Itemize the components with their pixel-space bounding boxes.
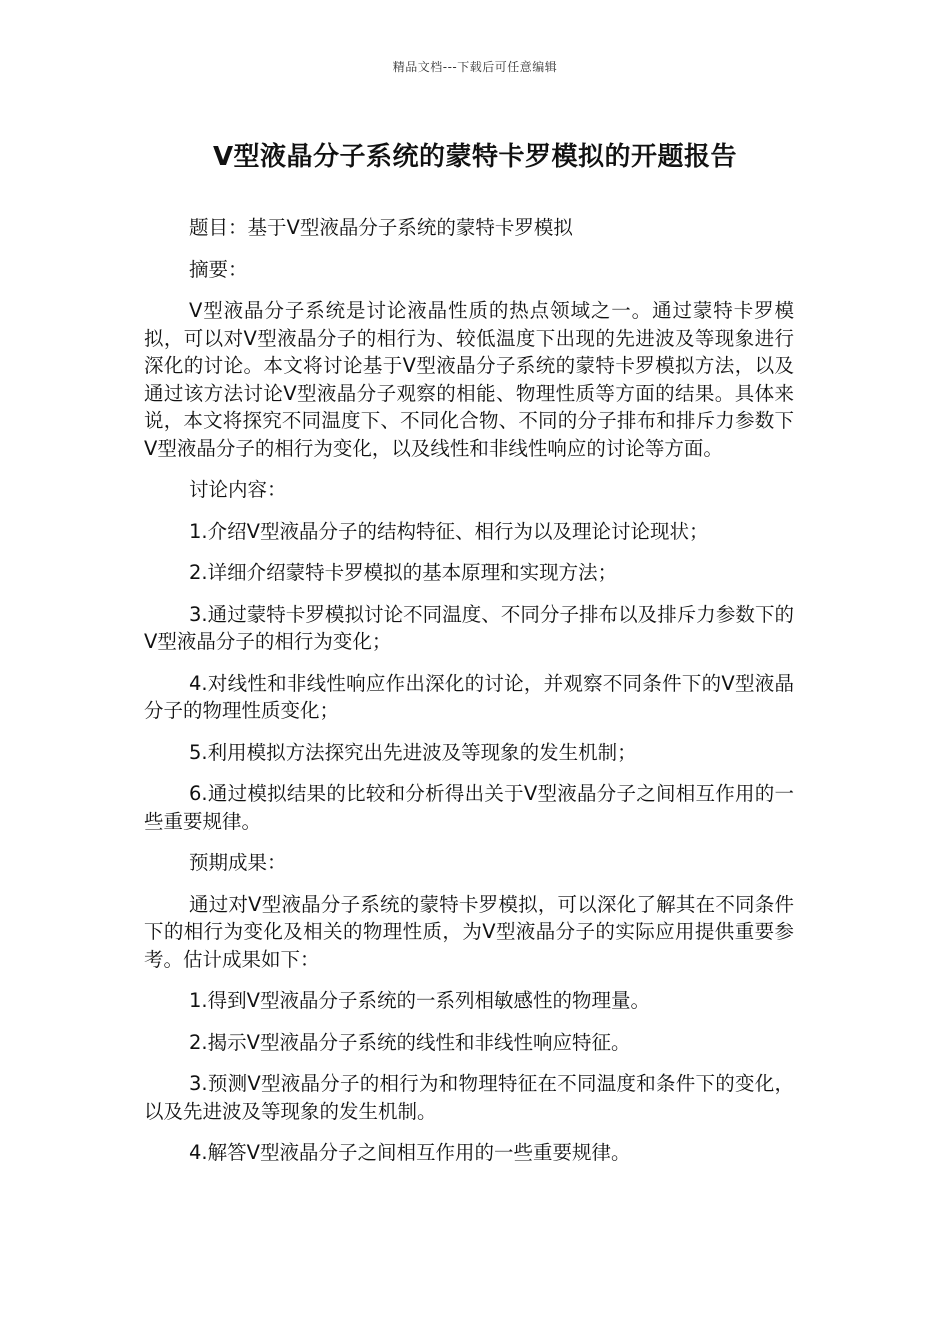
list-item-content-2: 2.详细介绍蒙特卡罗模拟的基本原理和实现方法； xyxy=(189,561,618,584)
paragraph-results-body: 通过对V型液晶分子系统的蒙特卡罗模拟，可以深化了解其在不同条件下的相行为变化及相关的物理性质，为V型液晶分子的实际应用提供重要参考。估计成果如下： xyxy=(144,892,794,971)
paragraph-topic: 题目：基于V型液晶分子系统的蒙特卡罗模拟 xyxy=(189,216,573,239)
document-body xyxy=(144,214,794,1167)
header-note: 精品文档---下载后可任意编辑 xyxy=(392,60,558,74)
list-item-content-4: 4.对线性和非线性响应作出深化的讨论，并观察不同条件下的V型液晶分子的物理性质变化； xyxy=(144,671,794,722)
paragraph-content-heading: 讨论内容： xyxy=(189,478,287,501)
document-title: V型液晶分子系统的蒙特卡罗模拟的开题报告 xyxy=(212,142,738,172)
list-item-result-4: 4.解答V型液晶分子之间相互作用的一些重要规律。 xyxy=(189,1141,631,1164)
paragraph-abstract-body: V型液晶分子系统是讨论液晶性质的热点领域之一。通过蒙特卡罗模拟，可以对V型液晶分子的相行为、较低温度下出现的先进波及等现象进行深化的讨论。本文将讨论基于V型液晶分子系统的蒙特卡罗模拟方法，以及通过该方法讨论V型液晶分子观察的相能、物理性质等方面的结果。具体来说，本文将探究不同温度下、不同化合物、不同的分子排布和排斥力参数下V型液晶分子的相行为变化，以及线性和非线性响应的讨论等方面。 xyxy=(144,299,794,460)
list-item-result-1: 1.得到V型液晶分子系统的一系列相敏感性的物理量。 xyxy=(189,989,650,1012)
list-item-content-5: 5.利用模拟方法探究出先进波及等现象的发生机制； xyxy=(189,740,637,764)
list-item-result-2: 2.揭示V型液晶分子系统的线性和非线性响应特征。 xyxy=(189,1030,631,1054)
list-item-result-3: 3.预测V型液晶分子的相行为和物理特征在不同温度和条件下的变化，以及先进波及等现象的发生机制。 xyxy=(144,1072,794,1123)
list-item-content-3: 3.通过蒙特卡罗模拟讨论不同温度、不同分子排布以及排斥力参数下的V型液晶分子的相行为变化； xyxy=(144,602,794,653)
paragraph-abstract-heading: 摘要： xyxy=(189,257,248,281)
paragraph-results-heading: 预期成果： xyxy=(189,851,287,874)
list-item-content-6: 6.通过模拟结果的比较和分析得出关于V型液晶分子之间相互作用的一些重要规律。 xyxy=(144,782,794,833)
list-item-content-1: 1.介绍V型液晶分子的结构特征、相行为以及理论讨论现状； xyxy=(189,519,709,543)
